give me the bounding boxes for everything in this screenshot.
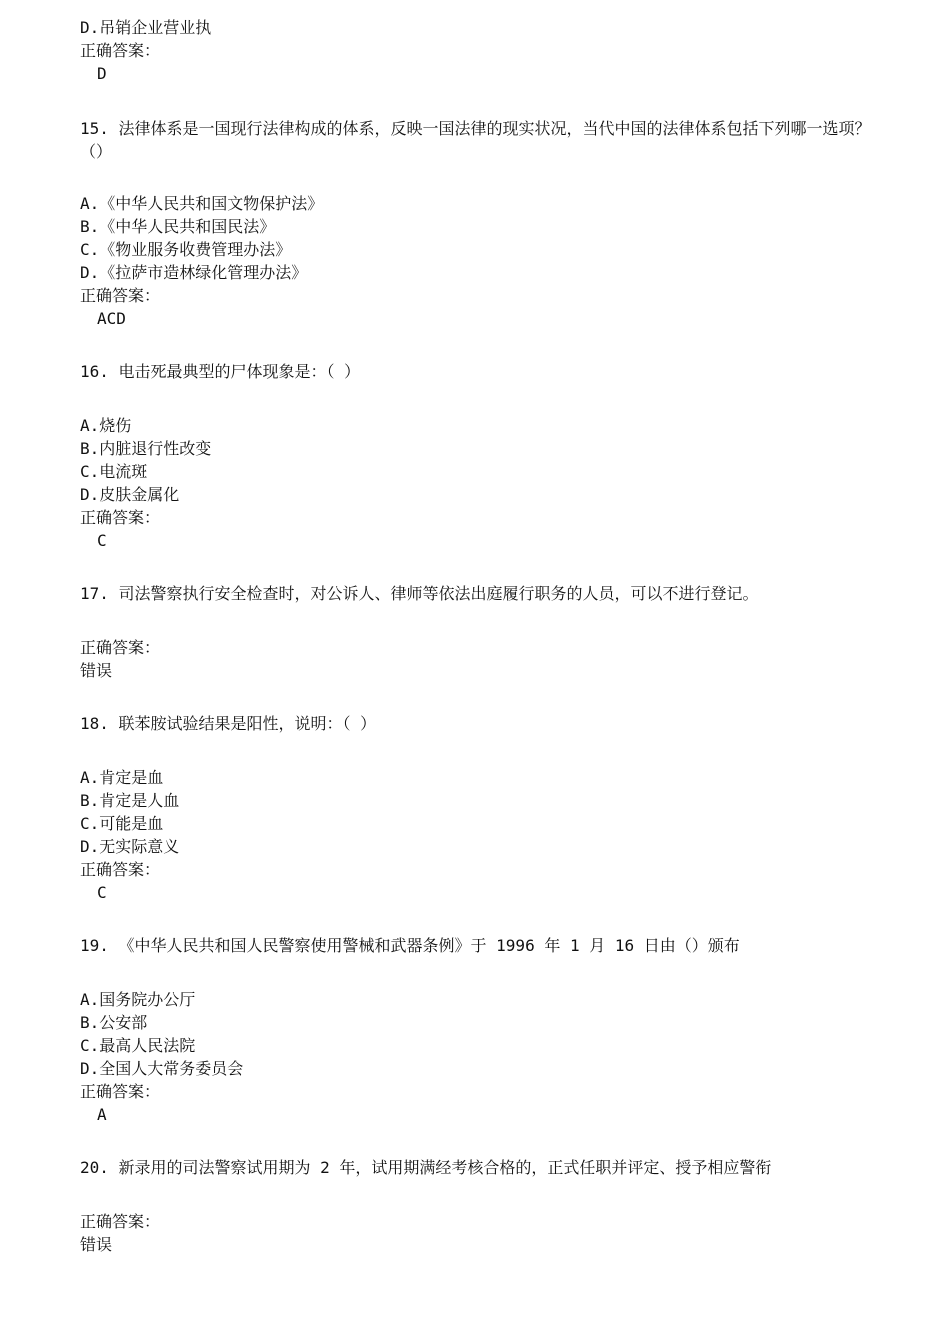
q18-option-d: D.无实际意义 [80, 837, 180, 856]
q19-option-a: A.国务院办公厅 [80, 990, 196, 1009]
q20-question: 20. 新录用的司法警察试用期为 2 年，试用期满经考核合格的，正式任职并评定、授予相应警衔 [80, 1158, 772, 1177]
q18-option-b: B.肯定是人血 [80, 791, 180, 810]
q18-option-a: A.肯定是血 [80, 768, 164, 787]
q15-question: 15. 法律体系是一国现行法律构成的体系，反映一国法律的现实状况，当代中国的法律体系包括下列哪一选项？（） [80, 119, 871, 161]
q15-answer-label: 正确答案： [80, 286, 161, 305]
q16-option-a: A.烧伤 [80, 416, 132, 435]
q19-option-d: D.全国人大常务委员会 [80, 1059, 244, 1078]
q15-option-c: C.《物业服务收费管理办法》 [80, 240, 292, 259]
q14-answer: D [97, 64, 107, 83]
q16-question: 16. 电击死最典型的尸体现象是：（ ） [80, 362, 361, 381]
q16-answer-label: 正确答案： [80, 508, 161, 527]
q19-answer: A [97, 1105, 107, 1124]
q18-answer-label: 正确答案： [80, 860, 161, 879]
q16-option-d: D.皮肤金属化 [80, 485, 180, 504]
q17-answer-label: 正确答案： [80, 638, 161, 657]
q18-question: 18. 联苯胺试验结果是阳性，说明：（ ） [80, 714, 377, 733]
q15-option-b: B.《中华人民共和国民法》 [80, 217, 276, 236]
q19-question: 19. 《中华人民共和国人民警察使用警械和武器条例》于 1996 年 1 月 16 日由（）颁布 [80, 936, 740, 955]
q18-answer: C [97, 883, 107, 902]
q19-option-b: B.公安部 [80, 1013, 148, 1032]
q15-answer: ACD [97, 309, 126, 328]
q16-option-b: B.内脏退行性改变 [80, 439, 212, 458]
q17-question: 17. 司法警察执行安全检查时，对公诉人、律师等依法出庭履行职务的人员，可以不进行登记。 [80, 584, 759, 603]
q19-answer-label: 正确答案： [80, 1082, 161, 1101]
q16-option-c: C.电流斑 [80, 462, 148, 481]
q17-answer: 错误 [80, 661, 113, 680]
q15-option-a: A.《中华人民共和国文物保护法》 [80, 194, 324, 213]
q14-answer-label: 正确答案： [80, 41, 161, 60]
q14-option-d: D.吊销企业营业执 [80, 18, 212, 37]
q20-answer-label: 正确答案： [80, 1212, 161, 1231]
q16-answer: C [97, 531, 107, 550]
q18-option-c: C.可能是血 [80, 814, 164, 833]
q19-option-c: C.最高人民法院 [80, 1036, 196, 1055]
q20-answer: 错误 [80, 1235, 113, 1254]
q15-option-d: D.《拉萨市造林绿化管理办法》 [80, 263, 308, 282]
